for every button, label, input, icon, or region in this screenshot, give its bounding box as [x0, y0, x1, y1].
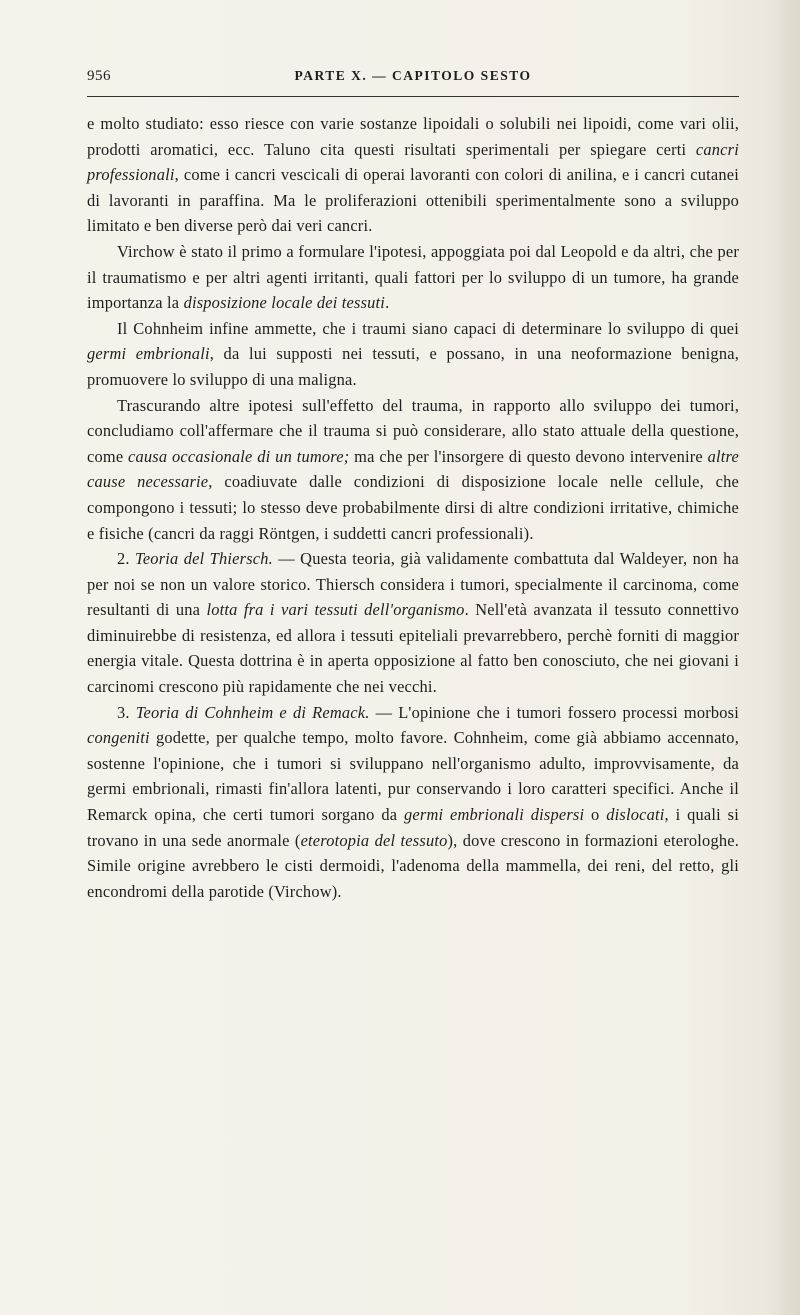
text-run: e molto studiato: esso riesce con varie sostanze lipoidali o solubili nei lipoidi, come vari olii, prodotti aromatici, ecc. Taluno cita questi risultati sperimentali per spiegare certi	[87, 114, 739, 159]
paragraph	[87, 316, 739, 393]
italic-text: disposizione locale dei tessuti	[183, 293, 386, 313]
italic-text: lotta fra i vari tessuti dell'organismo	[206, 600, 465, 620]
paragraph	[87, 393, 739, 547]
text-run: ), dove crescono in formazioni eterologhe. Simile origine avrebbero le cisti dermoidi, l'adenoma della mammella, dei reni, del retto, gli encondromi della parotide (Virchow).	[87, 830, 740, 901]
text-run: — Questa teoria, già validamente combattuta dal Waldeyer, non ha per noi se non un valore storico. Thiersch considera i tumori, specialmente il carcinoma, come resultanti di una	[87, 549, 739, 620]
text-run: Virchow è stato il primo a formulare l'ipotesi, appoggiata poi dal Leopold e da altri, che per il traumatismo e per altri agenti irritanti, quali fattori per lo sviluppo di un tumore, ha grande importanza la	[87, 241, 739, 313]
text-run: , da lui supposti nei tessuti, e possano, in una neoformazione benigna, promuovere lo sviluppo di una maligna.	[87, 344, 739, 389]
header-rule	[87, 96, 739, 97]
italic-text: Teoria del Thiersch.	[135, 549, 273, 569]
paragraph	[87, 111, 739, 239]
text-run: Il Cohnheim infine ammette, che i traumi siano capaci di determinare lo sviluppo di quei	[117, 318, 739, 338]
italic-text: congeniti	[87, 728, 150, 748]
text-run: — L'opinione che i tumori fossero processi morbosi	[369, 702, 739, 722]
page-header	[87, 68, 739, 92]
italic-text: causa occasionale di un tumore;	[128, 446, 350, 466]
paragraph	[87, 239, 739, 316]
italic-text: altre cause necessarie	[87, 446, 739, 492]
text-run: , come i cancri vescicali di operai lavoranti con colori di anilina, e i cancri cutanei di lavoranti in paraffina. Ma le proliferazioni ottenibili sperimentalmente sono a sviluppo limitato e ben diverse però dai veri cancri.	[87, 165, 739, 236]
italic-text: germi embrionali	[87, 344, 210, 364]
text-run: 3.	[117, 702, 136, 722]
italic-text: eterotopia del tessuto	[300, 830, 448, 850]
text-run: o	[584, 805, 607, 825]
text-run: , i quali si trovano in una sede anormale (	[87, 805, 739, 850]
body-text	[87, 111, 739, 904]
italic-text: dislocati	[606, 805, 665, 825]
running-head: PARTE X. — CAPITOLO SESTO	[294, 68, 532, 83]
text-run: godette, per qualche tempo, molto favore. Cohnheim, come già abbiamo accennato, sostenne l'opinione, che i tumori si sviluppano nell'organismo adulto, improvvisamente, da germi embrionali, rimasti fin'allora latenti, pur conservando i loro caratteri specifici. Anche il Remarck opina, che certi tumori sorgano da	[87, 728, 739, 825]
text-run: Trascurando altre ipotesi sull'effetto del trauma, in rapporto allo sviluppo dei tumori, concludiamo coll'affermare che il trauma si può considerare, allo stato attuale della questione, come	[87, 395, 739, 466]
italic-text: cancri professionali	[87, 139, 739, 185]
text-run: , coadiuvate dalle condizioni di disposizione locale nelle cellule, che compongono i tessuti; lo stesso deve probabilmente dirsi di altre condizioni irritative, chimiche e fisiche (cancri da raggi Röntgen, i suddetti cancri professionali).	[87, 472, 740, 543]
text-run: . Nell'età avanzata il tessuto connettivo diminuirebbe di resistenza, ed allora i tessuti epiteliali prevarrebbero, perchè forniti di maggior energia vitale. Questa dottrina è in aperta opposizione al fatto ben conosciuto, che nei giovani i carcinomi crescono più rapidamente che nei vecchi.	[87, 600, 739, 697]
text-run: .	[385, 293, 390, 313]
paragraph	[87, 546, 739, 700]
text-run: 2.	[117, 549, 136, 569]
page-number: 956	[87, 68, 111, 84]
italic-text: germi embrionali dispersi	[404, 805, 585, 825]
paragraph	[87, 700, 739, 905]
text-run: ma che per l'insorgere di questo devono intervenire	[349, 446, 708, 466]
italic-text: Teoria di Cohnheim e di Remack.	[135, 702, 370, 722]
